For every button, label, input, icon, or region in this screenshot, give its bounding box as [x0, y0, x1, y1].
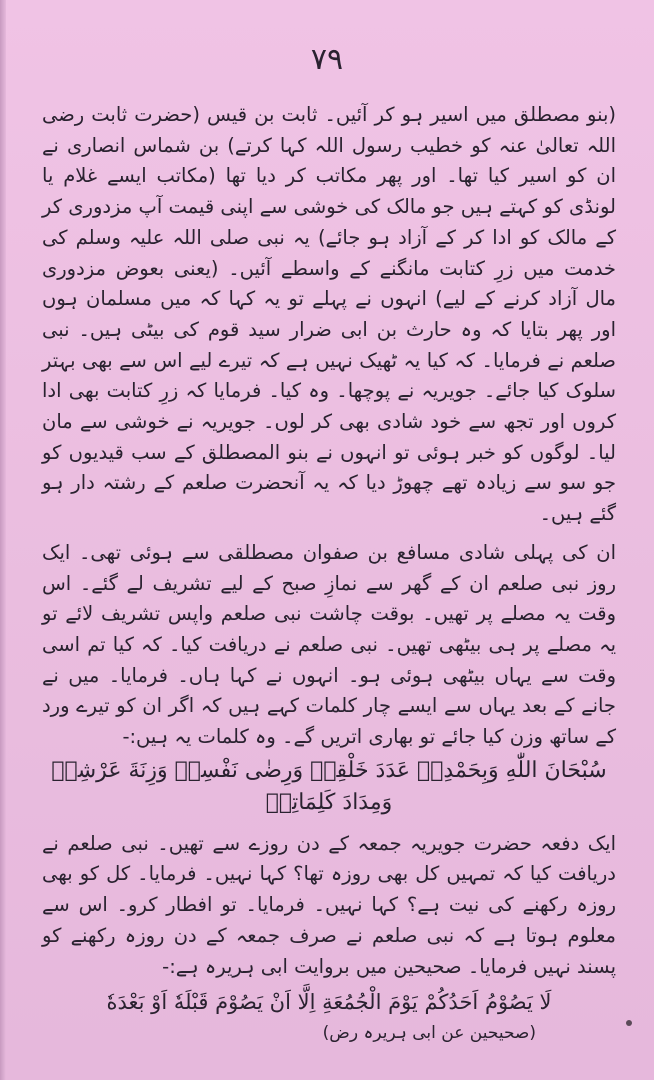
- arabic-hadith: لَا يَصُوْمُ اَحَدُكُمْ يَوْمَ الْجُمُعَةِ اِلَّا اَنْ يَصُوْمَ قَبْلَهٗ اَوْ بَعْدَهٗ: [106, 990, 552, 1015]
- arabic-dua-line-2: وَمِدَادَ كَلِمَاتِهٖ: [265, 789, 393, 815]
- page-number: ۷۹: [310, 42, 344, 77]
- page-body: [42, 100, 616, 1048]
- hadith-citation: (صحیحین عن ابی ہریرہ رض): [322, 1023, 536, 1044]
- arabic-dua-line-1: سُبْحَانَ اللّٰهِ وَبِحَمْدِهٖ عَدَدَ خَلْقِهٖ وَرِضٰی نَفْسِهٖ وَزِنَةَ عَرْشِهٖ: [51, 757, 607, 783]
- page-edge-shadow: [0, 0, 6, 1080]
- arabic-dua: [42, 755, 616, 819]
- paragraph-friday-fast: ایک دفعہ حضرت جویریہ جمعہ کے دن روزے سے تھیں۔ نبی صلعم نے دریافت کیا کہ تمہیں کل بھی روزہ تھا؟ کہا نہیں۔ فرمایا۔ کل کو بھی روزہ رکھنے کی نیت ہے؟ کہا نہیں۔ فرمایا۔ تو افطار کرو۔ اس سے معلوم ہوتا ہے کہ نبی صلعم نے صرف جمعہ کے دن روزہ رکھنے کو پسند نہیں فرمایا۔ صحیحین میں بروایت ابی ہریرہ ہے:-: [42, 831, 616, 978]
- paragraph-dhikr-story: ان کی پہلی شادی مسافع بن صفوان مصطلقی سے ہوئی تھی۔ ایک روز نبی صلعم ان کے گھر سے نمازِ صبح کے لیے تشریف لے گئے۔ اس وقت یہ مصلے پر تھیں۔ بوقت چاشت نبی صلعم واپس تشریف لائے تو یہ مصلے پر ہی بیٹھی تھیں۔ نبی صلعم نے دریافت کیا۔ کہ کیا تم اسی وقت سے یہاں بیٹھی ہوئی ہو۔ انہوں نے کہا ہاں۔ فرمایا۔ میں نے جانے کے بعد یہاں سے ایسے چار کلمات کہے ہیں کہ اگر ان کو تیرے ورد کے ساتھ وزن کیا جائے تو بھاری اتریں گے۔ وہ کلمات یہ ہیں:-: [42, 540, 616, 749]
- ink-spot: [626, 1020, 632, 1026]
- paragraph-juwayriya-marriage: (بنو مصطلق میں اسیر ہو کر آئیں۔ ثابت بن قیس (حضرت ثابت رضی اللہ تعالیٰ عنہ کو خطیب رسول اللہ کہا کرتے) بن شماس انصاری نے ان کو اسیر کیا تھا۔ اور پھر مکاتب کر دیا تھا (مکاتب ایسے غلام یا لونڈی کو کہتے ہیں جو مالک کی خوشی سے اپنی قیمت آپ مزدوری کر کے مالک کو ادا کر کے آزاد ہو جائے) یہ نبی صلی اللہ علیہ وسلم کی خدمت میں زرِ کتابت مانگنے کے واسطے آئیں۔ (یعنی بعوض مزدوری مال آزاد کرنے کے لیے) انہوں نے پہلے تو یہ کہا کہ میں مسلمان ہوں اور پھر بتایا کہ وہ حارث بن ابی ضرار سید قوم کی بیٹی ہیں۔ نبی صلعم نے فرمایا۔ کہ کیا یہ ٹھیک نہیں ہے کہ تیرے لیے اس سے بھی بہتر سلوک کیا جائے۔ جویریہ نے پوچھا۔ وہ کیا۔ فرمایا کہ زرِ کتابت بھی ادا کروں اور تجھ سے خود شادی بھی کر لوں۔ جویریہ نے خوشی سے مان لیا۔ لوگوں کو خبر ہوئی تو انہوں نے بنو المصطلق کے سب قیدیوں کو جو سو سے زیادہ تھے چھوڑ دیا کہ یہ آنحضرت صلعم کے رشتہ دار ہو گئے ہیں۔: [42, 103, 616, 526]
